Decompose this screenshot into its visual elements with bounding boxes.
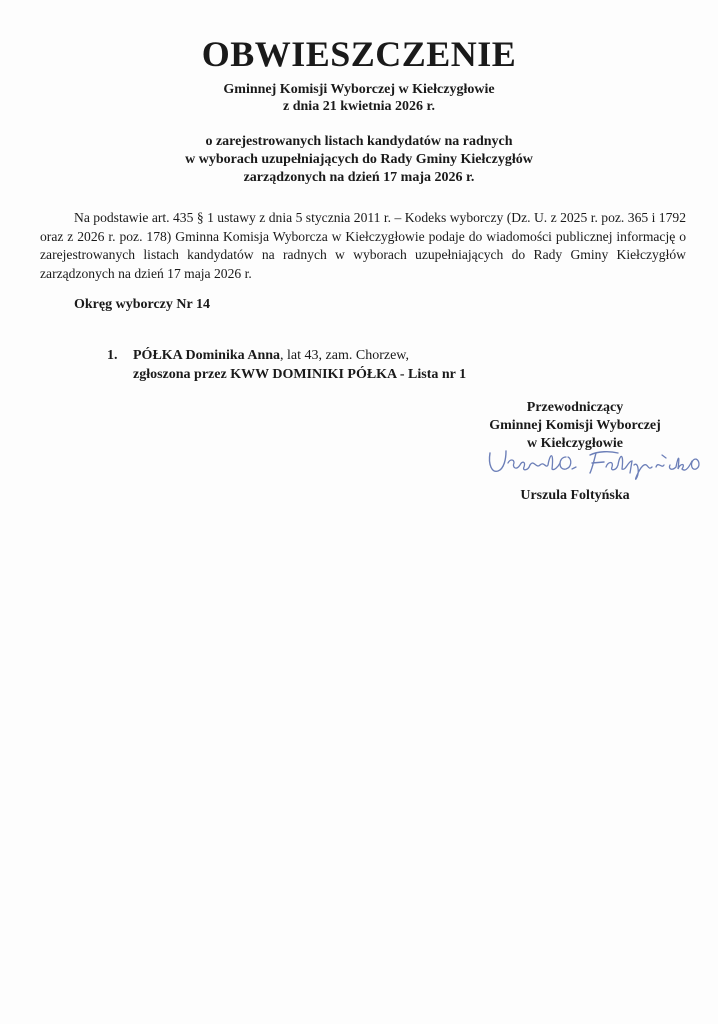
signatory-name: Urszula Foltyńska	[520, 488, 630, 503]
candidate-details: , lat 43, zam. Chorzew,	[280, 348, 409, 363]
signatory-role-3: w Kiełczygłowie	[526, 436, 624, 451]
candidate-name: PÓŁKA Dominika Anna	[133, 348, 281, 363]
announcement-body: Na podstawie art. 435 § 1 ustawy z dnia 5 stycznia 2011 r. – Kodeks wyborczy (Dz. U. z 2025 r. poz. 365 i 1792 oraz z 2026 r. poz. 178) Gminna Komisja Wyborcza w Kiełczygłowie podaje do wiadomości publicznej informację o zarejestrowanych listach kandydatów na radnych w wyborach uzupełniających do Rady Gminy Kiełczygłów zarządzonych na dzień 17 maja 2026 r.	[40, 210, 686, 281]
subject-line-3: zarządzonych na dzień 17 maja 2026 r.	[243, 170, 475, 185]
subject-line-2: w wyborach uzupełniających do Rady Gminy Kiełczygłów	[185, 152, 533, 167]
document-title: OBWIESZCZENIE	[201, 34, 517, 74]
candidate-text	[133, 346, 533, 384]
handwritten-signature	[472, 443, 702, 485]
subject-line-1: o zarejestrowanych listach kandydatów na radnych	[205, 134, 513, 149]
date-line: z dnia 21 kwietnia 2026 r.	[283, 99, 435, 114]
electoral-district: Okręg wyborczy Nr 14	[74, 297, 210, 312]
candidate-list: zgłoszona przez KWW DOMINIKI PÓŁKA - Lista nr 1	[133, 367, 467, 382]
issuer-line: Gminnej Komisji Wyborczej w Kiełczygłowie	[223, 82, 495, 97]
candidate-number: 1.	[107, 348, 118, 363]
signatory-role-1: Przewodniczący	[526, 400, 624, 415]
signatory-role-2: Gminnej Komisji Wyborczej	[489, 418, 661, 433]
